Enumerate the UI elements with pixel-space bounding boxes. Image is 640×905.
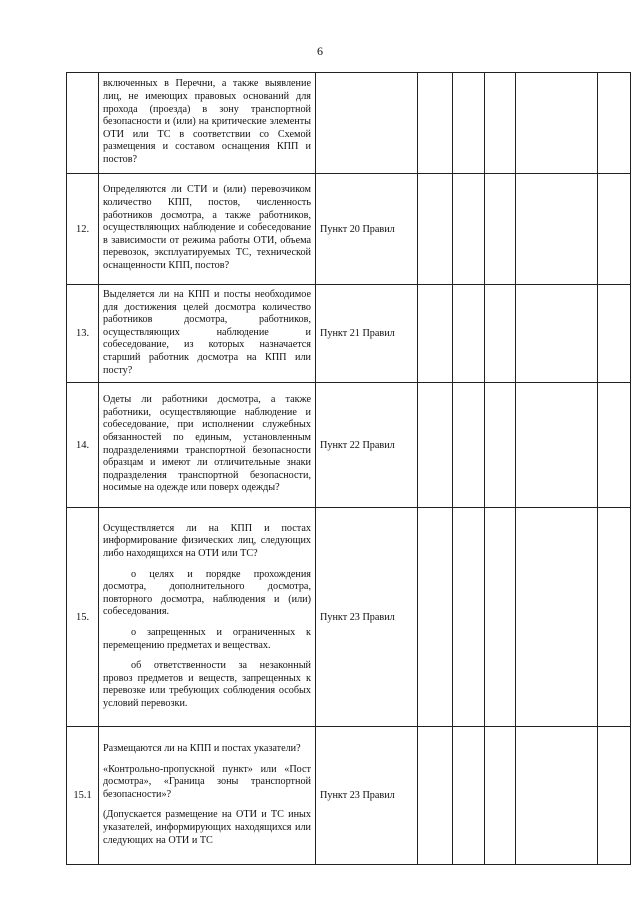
legal-reference: Пункт 21 Правил [316, 285, 418, 383]
row-number: 12. [67, 174, 99, 285]
legal-reference [316, 73, 418, 174]
answer-cell[interactable] [418, 73, 453, 174]
row-number: 14. [67, 383, 99, 508]
answer-cell[interactable] [598, 508, 631, 727]
answer-cell[interactable] [485, 73, 516, 174]
answer-cell[interactable] [453, 285, 485, 383]
answer-cell[interactable] [453, 727, 485, 865]
answer-cell[interactable] [516, 285, 598, 383]
requirement-paragraph: Размещаются ли на КПП и постах указатели? [103, 743, 301, 755]
requirement-text [99, 508, 316, 727]
answer-cell[interactable] [516, 508, 598, 727]
table-row [67, 285, 631, 383]
answer-cell[interactable] [516, 383, 598, 508]
answer-cell[interactable] [516, 73, 598, 174]
answer-cell[interactable] [453, 383, 485, 508]
requirement-text [99, 73, 316, 174]
table-row [67, 73, 631, 174]
legal-reference: Пункт 23 Правил [316, 727, 418, 865]
answer-cell[interactable] [516, 727, 598, 865]
table-row [67, 383, 631, 508]
answer-cell[interactable] [453, 73, 485, 174]
requirement-paragraph: Одеты ли работники досмотра, а также работники, осуществляющие наблюдение и собеседование, при исполнении служебных обязанностей по единым, установленным подразделениями транспортной безопасности образцам и имеют ли отличительные знаки подразделения транспортной безопасности, носимые на одежде или поверх одежды? [103, 394, 311, 494]
requirement-paragraph: включенных в Перечни, а также выявление лиц, не имеющих правовых оснований для прохода (проезда) в зону транспортной безопасности и (или) на критические элементы ОТИ или ТС в соответствии со Схемой размещения и составом оснащения КПП и постов? [103, 78, 311, 165]
row-number: 15. [67, 508, 99, 727]
requirement-text [99, 383, 316, 508]
table-row [67, 508, 631, 727]
requirement-paragraph: о целях и порядке прохождения досмотра, дополнительного досмотра, повторного досмотра, наблюдения и (или) собеседования. [103, 568, 311, 618]
answer-cell[interactable] [418, 285, 453, 383]
answer-cell[interactable] [453, 174, 485, 285]
row-number: 15.1 [67, 727, 99, 865]
table-row [67, 727, 631, 865]
requirement-paragraph: «Контрольно-пропускной пункт» или «Пост досмотра», «Граница зоны транспортной безопасности»? [103, 763, 311, 800]
legal-reference: Пункт 22 Правил [316, 383, 418, 508]
answer-cell[interactable] [485, 285, 516, 383]
answer-cell[interactable] [485, 174, 516, 285]
answer-cell[interactable] [418, 174, 453, 285]
answer-cell[interactable] [418, 508, 453, 727]
requirement-paragraph: Осуществляется ли на КПП и постах информирование физических лиц, следующих либо находящихся на ОТИ или ТС? [103, 522, 311, 559]
answer-cell[interactable] [485, 727, 516, 865]
answer-cell[interactable] [598, 285, 631, 383]
answer-cell[interactable] [598, 383, 631, 508]
answer-cell[interactable] [418, 383, 453, 508]
answer-cell[interactable] [485, 383, 516, 508]
requirement-text [99, 174, 316, 285]
answer-cell[interactable] [418, 727, 453, 865]
requirement-paragraph: Выделяется ли на КПП и посты необходимое для достижения целей досмотра количество работников досмотра, работников, осуществляющих наблюдение и собеседование, из которых назначается старший работник досмотра на КПП или посту? [103, 289, 311, 376]
row-number [67, 73, 99, 174]
page-number: 6 [317, 44, 323, 58]
requirement-paragraph: об ответственности за незаконный провоз предметов и веществ, запрещенных к перевозке или требующих соблюдения особых условий перевозки. [103, 660, 311, 709]
answer-cell[interactable] [598, 73, 631, 174]
answer-cell[interactable] [598, 727, 631, 865]
requirement-text [99, 727, 316, 865]
requirement-paragraph: (Допускается размещение на ОТИ и ТС иных указателей, информирующих находящихся или следующих на ОТИ и ТС [103, 809, 311, 846]
requirement-paragraph: Определяются ли СТИ и (или) перевозчиком количество КПП, постов, численность работников досмотра, а также работников, осуществляющих наблюдение и собеседование в зависимости от режима работы ОТИ, объема перевозок, эксплуатируемых ТС, технической оснащенности КПП, постов? [103, 184, 311, 271]
table-row [67, 174, 631, 285]
answer-cell[interactable] [598, 174, 631, 285]
row-number: 13. [67, 285, 99, 383]
answer-cell[interactable] [516, 174, 598, 285]
legal-reference: Пункт 20 Правил [316, 174, 418, 285]
checklist-table [66, 72, 631, 865]
legal-reference: Пункт 23 Правил [316, 508, 418, 727]
requirement-text [99, 285, 316, 383]
answer-cell[interactable] [485, 508, 516, 727]
requirement-paragraph: о запрещенных и ограниченных к перемещению предметах и веществах. [103, 626, 311, 651]
answer-cell[interactable] [453, 508, 485, 727]
